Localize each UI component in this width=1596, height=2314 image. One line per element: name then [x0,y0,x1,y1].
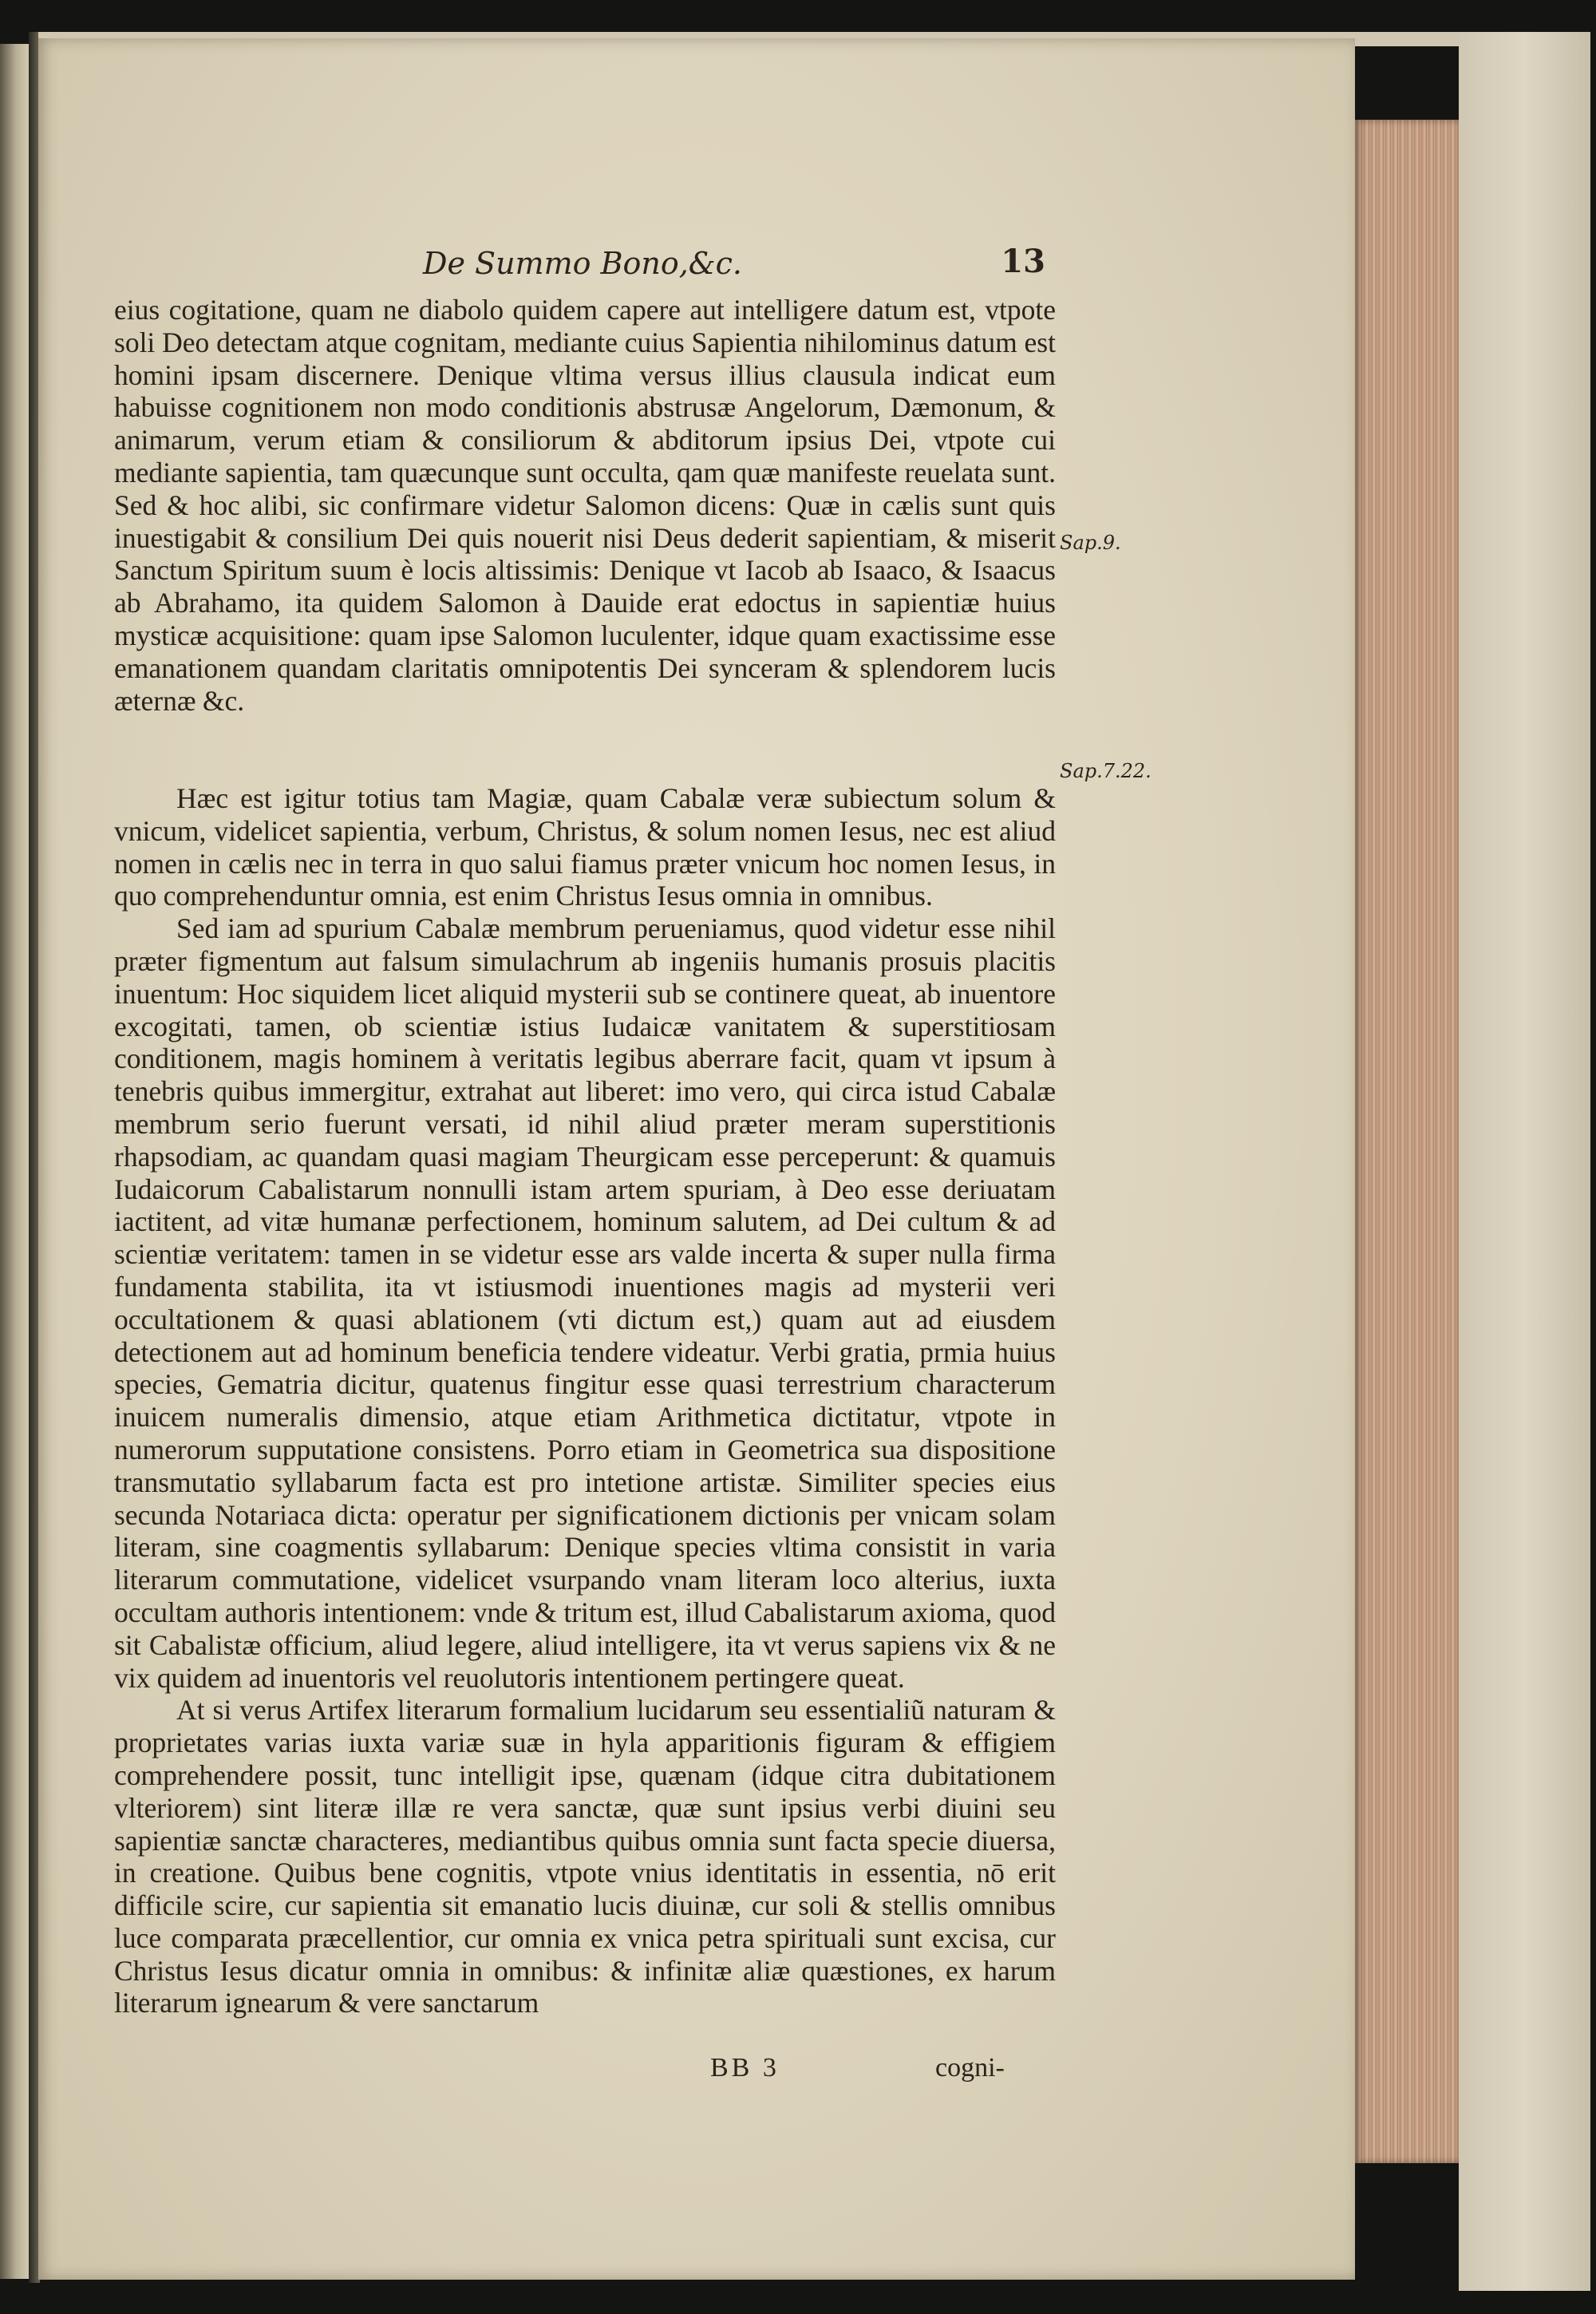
page-edges-block [1355,120,1459,2163]
running-head [120,243,1045,294]
facing-page-edge [0,44,32,2279]
page-number: 13 [1001,243,1045,280]
catchword: cogni- [935,2053,1005,2083]
signature-mark: BB 3 [710,2053,780,2083]
book-cover-right [1459,32,1590,2291]
margin-note-sap-9: Sap.9. [1060,532,1121,554]
margin-note-sap-7-22: Sap.7.22. [1060,760,1152,782]
paragraph-4: At si verus Artifex literarum formalium lucidarum seu essentialiũ naturam & proprietates varias iuxta variæ suæ in hyla apparitionis figuram & effigiem comprehendere possit, tunc intelligit ipse, quænam (idque citra dubitationem vlteriorem) sint literæ illæ re vera sanctæ, quæ sunt ipsius verbi diuini seu sapientiæ sanctæ characteres, mediantibus quibus omnia sunt facta specie diuersa, in creatione. Quibus bene cognitis, vtpote vnius identitatis in essentia, nō erit difficile scire, cur sapientia sit emanatio lucis diuinæ, cur soli & stellis omnibus luce comparata præcellentior, cur omnia ex vnica petra spirituali sunt excisa, cur Christus Iesus dicatur omnia in omnibus: & infinitæ aliæ quæstiones, ex harum literarum ignearum & vere sanctarum [114,1694,1056,2019]
paragraph-1: eius cogitatione, quam ne diabolo quidem capere aut intelligere datum est, vtpote soli Deo detectam atque cognitam, mediante cuius Sapientia nihilominus datum est homini ipsam discernere. Denique vltima versus illius clausula indicat eum habuisse cognitionem non modo conditionis abstrusæ Angelorum, Dæmonum, & animarum, verum etiam & consiliorum & abditorum ipsius Dei, vtpote cui mediante sapientia, tam quæcunque sunt occulta, qam quæ manifeste reuelata sunt. Sed & hoc alibi, sic confirmare videtur Salomon dicens: Quæ in cælis sunt quis inuestigabit & consilium Dei quis nouerit nisi Deus dederit sapientiam, & miserit Sanctum Spiritum suum è locis altissimis: Denique vt Iacob ab Isaaco, & Isaacus ab Abrahamo, ita quidem Salomon à Dauide erat edoctus in sapientiæ huius mysticæ acquisitione: quam ipse Salomon luculenter, idque quam exactissime esse emanationem quandam claritatis omnipotentis Dei synceram & splendorem lucis æternæ &c. [114,294,1056,717]
main-text-block [114,294,1056,2019]
running-head-title: De Summo Bono,&c. [423,246,742,281]
paragraph-3: Sed iam ad spurium Cabalæ membrum perueniamus, quod videtur esse nihil præter figmentum aut falsum simulachrum ab ingeniis humanis prosuis placitis inuentum: Hoc siquidem licet aliquid mysterii sub se continere queat, ab inuentore excogitati, tamen, ob scientiæ istius Iudaicæ vanitatem & superstitiosam conditionem, magis hominem à veritatis legibus aberrare facit, quam vt ipsum à tenebris quibus immergitur, extrahat aut liberet: imo vero, qui circa istud Cabalæ membrum serio fuerunt versati, id nihil aliud præter meram superstitionis rhapsodiam, ac quandam quasi magiam Theurgicam esse perceperunt: & quamuis Iudaicorum Cabalistarum nonnulli istam artem spuriam, à Deo esse deriuatam iactitent, ad vitæ humanæ perfectionem, hominum salutem, ad Dei cultum & ad scientiæ veritatem: tamen in se videtur esse ars valde incerta & super nulla firma fundamenta stabilita, ita vt istiusmodi inuentiones magis ad mysterii veri occultationem & quasi ablationem (vti dictum est,) quam aut ad eiusdem detectionem aut ad hominum beneficia tendere videatur. Verbi gratia, prmia huius species, Gematria dicitur, quatenus fingitur esse quasi terrestrium characterum inuicem numeralis dimensio, atque etiam Arithmetica dictitatur, vtpote in numerorum supputatione consistens. Porro etiam in Geometrica sua dispositione transmutatio syllabarum facta est pro intetione artistæ. Similiter species eius secunda Notariaca dicta: operatur per significationem dictionis per vnicam solam literam, sine coagmentis syllabarum: Denique species vltima consistit in varia literarum commutatione, videlicet vsurpando vnam literam loco alterius, iuxta occultam authoris intentionem: vnde & tritum est, illud Cabalistarum axioma, quod sit Cabalistæ officium, aliud legere, aliud intelligere, ita vt verus sapiens vix & ne vix quidem ad inuentoris vel reuolutoris intentionem pertingere queat. [114,912,1056,1694]
paragraph-2: Hæc est igitur totius tam Magiæ, quam Cabalæ veræ subiectum solum & vnicum, videlicet sapientia, verbum, Christus, & solum nomen Iesus, nec est aliud nomen in cælis nec in terra in quo salui fiamus præter vnicum hoc nomen Iesus, in quo comprehenduntur omnia, est enim Christus Iesus omnia in omnibus. [114,782,1056,912]
